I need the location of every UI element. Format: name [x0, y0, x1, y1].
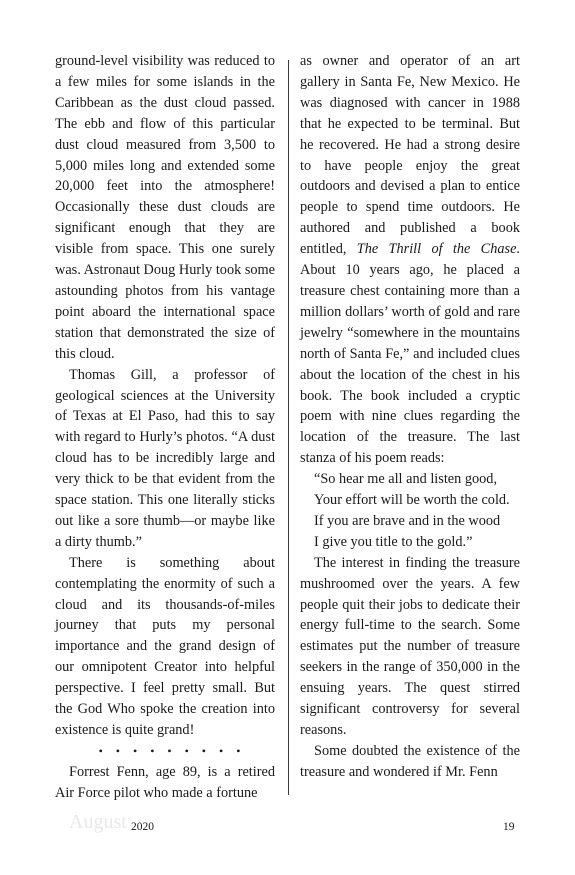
poem-stanza	[300, 469, 520, 553]
paragraph: ground-level visibility was reduced to a few miles for some islands in the Caribbean as the dust cloud passed. The ebb and flow of this particular dust cloud measured from 3,500 to 5,000 miles long and extended some 20,000 feet into the atmosphere! Occasionally these dust clouds are significant enough that they are visible from space. This one surely was. Astronaut Doug Hurly took some astounding photos from his vantage point aboard the international space station that demonstrated the size of this cloud.	[55, 53, 275, 362]
book-title: The Thrill of the Chase	[356, 241, 517, 258]
paragraph: Forrest Fenn, age 89, is a retired Air Force pilot who made a fortune	[55, 763, 275, 801]
text-run: as owner and operator of an art gallery in Santa Fe, New Mexico. He was diagnosed with cancer in 1988 that he expected to be terminal. But he recovered. He had a strong desire to have people enjoy the great outdoors and devised a plan to entice people to spend time outdoors. He authored and published a book entitled,	[300, 53, 520, 258]
paragraph: There is something about contemplating the enormity of such a cloud and its thousands-of-miles journey that puts my personal importance and the grand design of our omnipotent Creator into helpful perspective. I feel pretty small. But the God Who spoke the creation into existence is quite grand!	[55, 554, 275, 738]
footer-year: 2020	[131, 821, 154, 833]
page-number: 19	[503, 821, 515, 833]
right-column	[300, 51, 520, 783]
section-separator: • • • • • • • • •	[98, 743, 246, 758]
poem-line: “So hear me all and listen good,	[314, 471, 498, 488]
column-divider	[288, 60, 289, 795]
paragraph: The interest in finding the treasure mushroomed over the years. A few people quit their jobs to dedicate their energy full-time to the search. Some estimates put the number of treasure seekers in the range of 350,000 in the ensuing years. The quest stirred significant controversy for several reasons.	[300, 554, 520, 738]
footer-month: August	[69, 811, 127, 833]
poem-line: I give you title to the gold.”	[314, 533, 473, 550]
poem-line: Your effort will be worth the cold.	[314, 492, 510, 509]
paragraph: Thomas Gill, a professor of geological sciences at the University of Texas at El Paso, had this to say with regard to Hurly’s photos. “A dust cloud has to be incredibly large and very thick to be that evident from the space station. This one literally sticks out like a sore thumb—or maybe like a dirty thumb.”	[55, 366, 275, 550]
text-run: . About 10 years ago, he placed a treasure chest containing more than a million dollars’ worth of gold and rare jewelry “somewhere in the mountains north of Santa Fe,” and included clues about the location of the chest in his book. The book included a cryptic poem with nine clues regarding the location of the treasure. The last stanza of his poem reads:	[300, 241, 520, 467]
paragraph	[300, 51, 520, 469]
left-column	[55, 51, 275, 804]
poem-line: If you are brave and in the wood	[314, 512, 501, 529]
paragraph: Some doubted the existence of the treasure and wondered if Mr. Fenn	[300, 742, 520, 780]
